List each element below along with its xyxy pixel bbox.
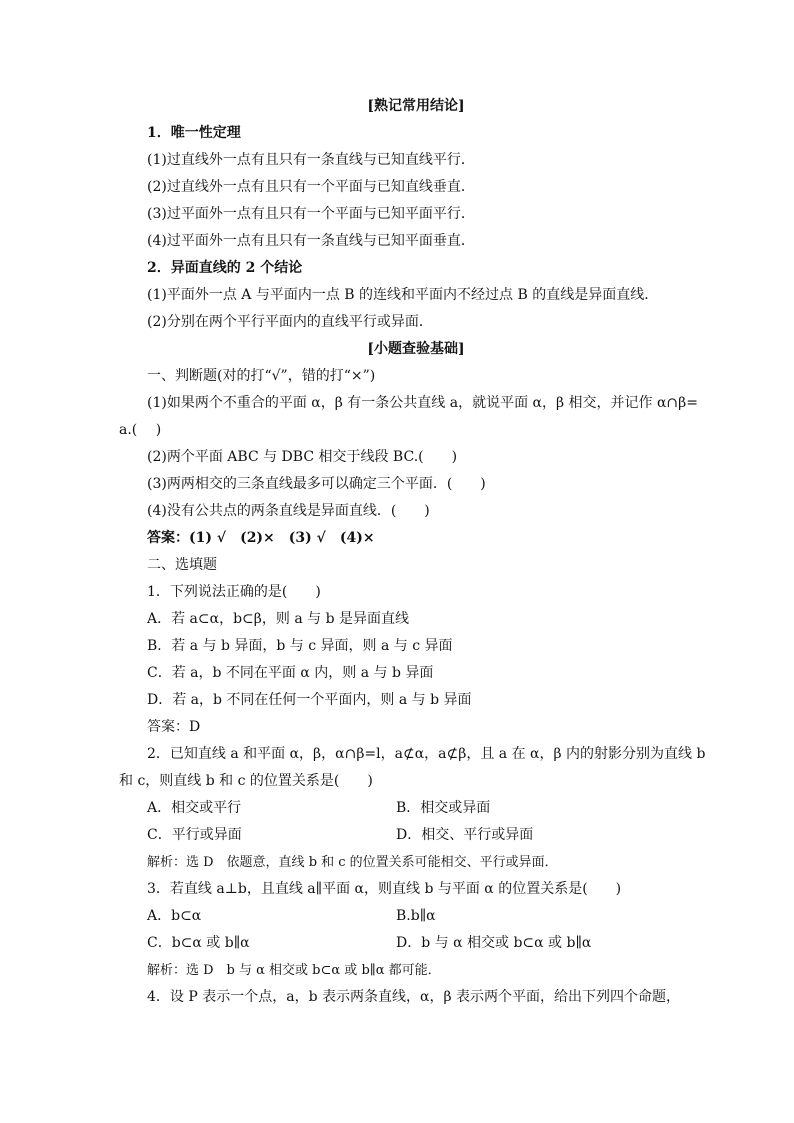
- theorem-item-2: (2)过直线外一点有且只有一个平面与已知直线垂直．: [147, 179, 475, 195]
- theorem-item-4: (4)过平面外一点有且只有一条直线与已知平面垂直．: [147, 233, 475, 249]
- judge-item-4: (4)没有公共点的两条直线是异面直线．( ): [147, 503, 430, 519]
- question-3-option-b: B.b∥α: [396, 908, 436, 924]
- question-4-stem: 4．设 P 表示一个点，a，b 表示两条直线，α，β 表示两个平面，给出下列四个命题，: [147, 989, 680, 1005]
- judge-item-1-line2: a.( ): [119, 422, 162, 438]
- judge-answer: 答案：(1) √ (2)× (3) √ (4)×: [147, 530, 375, 546]
- question-1-option-a: A．若 a⊂α，b⊂β，则 a 与 b 是异面直线: [147, 611, 409, 627]
- question-3-options-row1: [0, 903, 794, 930]
- theorem-item-1: (1)过直线外一点有且只有一条直线与已知直线平行．: [147, 152, 475, 168]
- question-2-option-a: A．相交或平行: [147, 800, 242, 816]
- question-3-option-d: D．b 与 α 相交或 b⊂α 或 b∥α: [396, 935, 592, 951]
- judge-item-1-line1: (1)如果两个不重合的平面 α，β 有一条公共直线 a，就说平面 α，β 相交，并记作 α∩β=: [147, 395, 698, 411]
- question-1-stem: 1．下列说法正确的是( ): [147, 584, 321, 600]
- question-2-stem-line2: 和 c，则直线 b 和 c 的位置关系是( ): [119, 773, 373, 789]
- skew-conclusion-1: (1)平面外一点 A 与平面内一点 B 的连线和平面内不经过点 B 的直线是异面直线．: [147, 287, 659, 303]
- question-1-answer: 答案：D: [147, 719, 201, 735]
- question-3-option-a: A．b⊂α: [147, 908, 202, 924]
- section-title-practice: [小题查验基础]: [367, 341, 465, 357]
- question-3-solution: 解析：选 D b 与 α 相交或 b⊂α 或 b∥α 都可能．: [147, 963, 441, 978]
- question-2-option-d: D．相交、平行或异面: [396, 827, 534, 843]
- heading-choice-fill: 二、选填题: [147, 557, 217, 573]
- section-title-conclusions: [熟记常用结论]: [367, 98, 465, 114]
- question-2-options-row2: [0, 822, 794, 849]
- skew-conclusion-2: (2)分别在两个平行平面内的直线平行或异面．: [147, 314, 433, 330]
- question-2-option-c: C．平行或异面: [147, 827, 242, 843]
- question-2-option-b: B．相交或异面: [396, 800, 491, 816]
- question-3-options-row2: [0, 930, 794, 957]
- heading-uniqueness-theorem: 1．唯一性定理: [147, 125, 241, 141]
- question-1-option-b: B．若 a 与 b 异面，b 与 c 异面，则 a 与 c 异面: [147, 638, 453, 654]
- question-2-solution: 解析：选 D 依题意，直线 b 和 c 的位置关系可能相交、平行或异面．: [147, 855, 558, 870]
- question-1-option-d: D．若 a，b 不同在任何一个平面内，则 a 与 b 异面: [147, 692, 472, 708]
- judge-item-2: (2)两个平面 ABC 与 DBC 相交于线段 BC.( ): [147, 449, 458, 465]
- question-2-options-row1: [0, 795, 794, 822]
- judge-item-3: (3)两两相交的三条直线最多可以确定三个平面．( ): [147, 476, 486, 492]
- question-3-option-c: C．b⊂α 或 b∥α: [147, 935, 250, 951]
- question-1-option-c: C．若 a，b 不同在平面 α 内，则 a 与 b 异面: [147, 665, 434, 681]
- theorem-item-3: (3)过平面外一点有且只有一个平面与已知平面平行．: [147, 206, 475, 222]
- heading-true-false: 一、判断题(对的打“√”，错的打“×”): [147, 368, 376, 384]
- heading-skew-lines: 2．异面直线的 2 个结论: [147, 260, 303, 276]
- question-2-stem-line1: 2．已知直线 a 和平面 α，β，α∩β=l，a⊄α，a⊄β，且 a 在 α，β 内的射影分别为直线 b: [147, 746, 706, 762]
- question-3-stem: 3．若直线 a⊥b，且直线 a∥平面 α，则直线 b 与平面 α 的位置关系是( ): [147, 881, 622, 897]
